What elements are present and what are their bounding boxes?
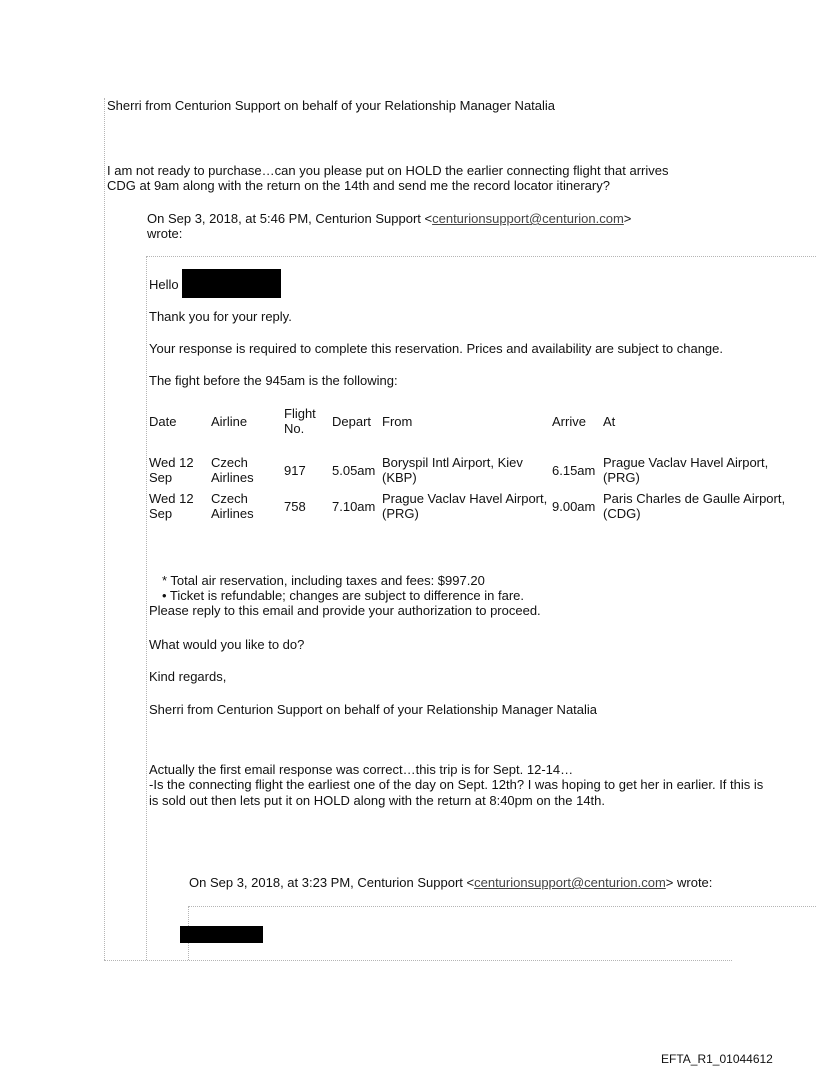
signature-line: Sherri from Centurion Support on behalf of your Relationship Manager Natalia (149, 702, 598, 717)
row2-date: Wed 12 Sep (149, 491, 194, 521)
authorization-line: Please reply to this email and provide your authorization to proceed. (149, 603, 541, 618)
bullet-refundable: • Ticket is refundable; changes are subject to difference in fare. (162, 588, 525, 603)
reply2-line1: Actually the first email response was correct…this trip is for Sept. 12-14… (149, 762, 574, 777)
header-date: Date (149, 413, 177, 429)
bullet-total: * Total air reservation, including taxes and fees: $997.20 (162, 573, 485, 588)
inner-quote-border (146, 256, 147, 960)
bullet-list (162, 573, 524, 603)
header-airline: Airline (211, 413, 248, 429)
outer-quote-bottom (104, 960, 732, 961)
thanks-line: Thank you for your reply. (149, 309, 292, 324)
reply-text-line1: I am not ready to purchase…can you please put on HOLD the earlier connecting flight that arrives (107, 163, 669, 178)
inner-quote-top (146, 256, 816, 257)
row2-from: Prague Vaclav Havel Airport, (PRG) (382, 491, 548, 521)
quote-header-2-suffix: > wrote: (665, 875, 713, 890)
row2-at: Paris Charles de Gaulle Airport, (CDG) (603, 491, 786, 521)
row1-depart: 5.05am (332, 462, 376, 478)
quote-header-1-wrote: wrote: (147, 226, 183, 241)
row1-airline: Czech Airlines (211, 455, 254, 485)
header-from: From (382, 413, 413, 429)
flight-table (149, 406, 793, 521)
redaction-box-2 (180, 926, 263, 943)
flight-table-header-row (149, 406, 793, 436)
header-depart: Depart (332, 413, 372, 429)
reply2-line2: -Is the connecting flight the earliest one of the day on Sept. 12th? I was hoping to get her in earlier. If this is (149, 777, 764, 792)
row2-arrive: 9.00am (552, 498, 596, 514)
table-row (149, 491, 793, 521)
regards-line: Kind regards, (149, 669, 227, 684)
header-at: At (603, 413, 616, 429)
centurion-email-link[interactable]: centurionsupport@centurion.com (432, 211, 624, 226)
quote-header-1 (147, 211, 631, 226)
question-line: What would you like to do? (149, 637, 305, 652)
table-row (149, 455, 793, 485)
quote-header-2 (189, 875, 712, 890)
outer-quote-border (104, 98, 105, 960)
reply-text-line2: CDG at 9am along with the return on the 14th and send me the record locator itinerary? (107, 178, 610, 193)
redaction-box (182, 269, 281, 298)
row1-flight: 917 (284, 462, 306, 478)
header-flight-no: Flight No. (284, 406, 316, 436)
nested-quote-top (188, 906, 816, 907)
greeting: Hello (149, 277, 179, 292)
row2-airline: Czech Airlines (211, 491, 254, 521)
flight-intro: The fight before the 945am is the following: (149, 373, 398, 388)
row1-arrive: 6.15am (552, 462, 596, 478)
footer-document-id: EFTA_R1_01044612 (661, 1052, 773, 1066)
row1-at: Prague Vaclav Havel Airport, (PRG) (603, 455, 769, 485)
row1-from: Boryspil Intl Airport, Kiev (KBP) (382, 455, 523, 485)
reply2-line3: is sold out then lets put it on HOLD along with the return at 8:40pm on the 14th. (149, 793, 605, 808)
response-required-line: Your response is required to complete this reservation. Prices and availability are subject to change. (149, 341, 723, 356)
header-arrive: Arrive (552, 413, 586, 429)
quote-header-1-prefix: On Sep 3, 2018, at 5:46 PM, Centurion Support < (147, 211, 433, 226)
centurion-email-link-2[interactable]: centurionsupport@centurion.com (474, 875, 666, 890)
row1-date: Wed 12 Sep (149, 455, 194, 485)
row2-depart: 7.10am (332, 498, 376, 514)
row2-flight: 758 (284, 498, 306, 514)
quote-header-1-suffix: > (623, 211, 632, 226)
quote-header-2-prefix: On Sep 3, 2018, at 3:23 PM, Centurion Support < (189, 875, 475, 890)
top-signature: Sherri from Centurion Support on behalf of your Relationship Manager Natalia (107, 98, 556, 113)
